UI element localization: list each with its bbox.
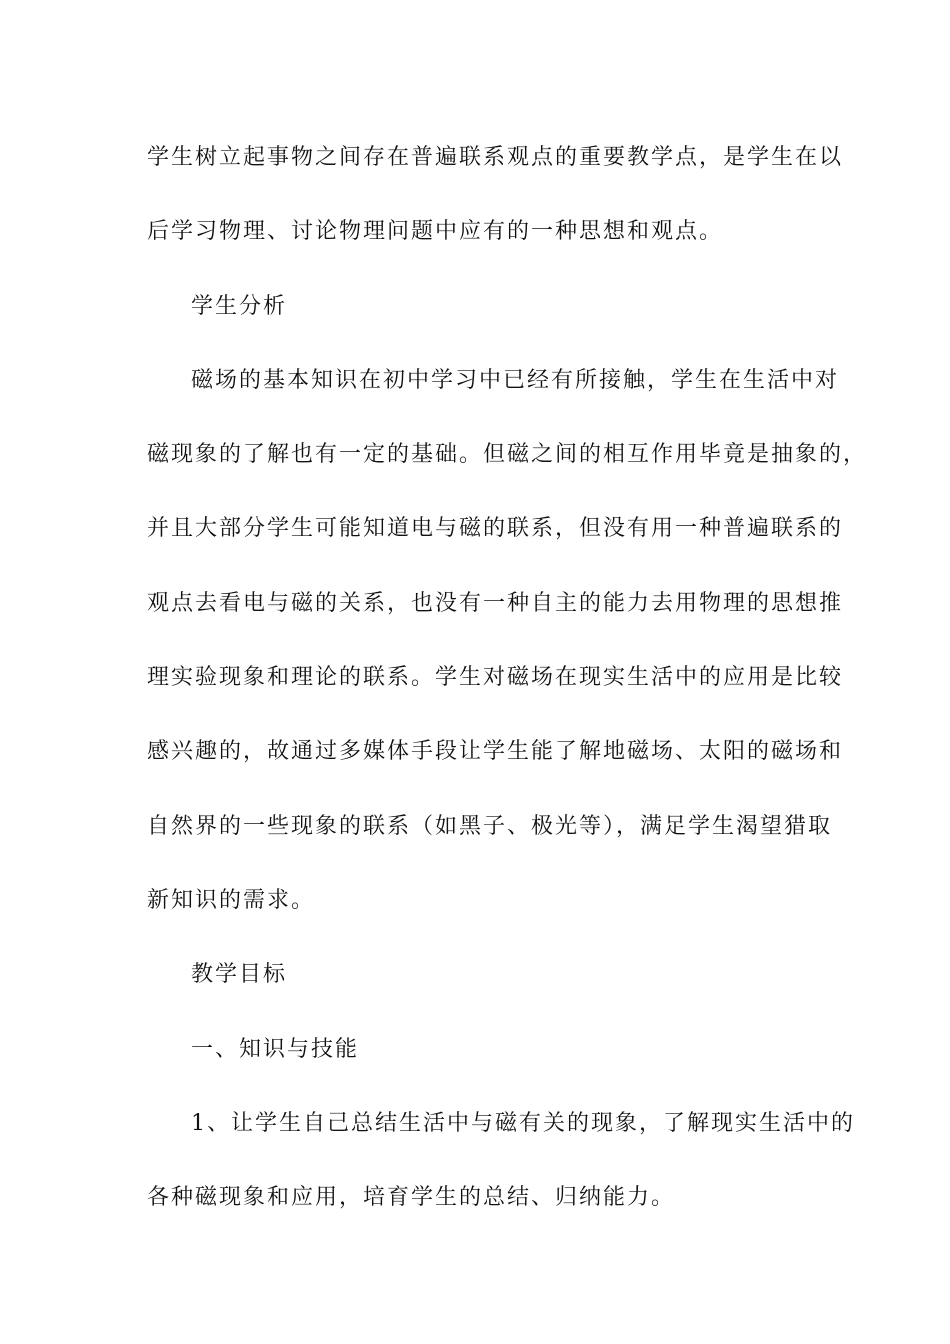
paragraph-first-line: 磁场的基本知识在初中学习中已经有所接触，学生在生活中对 [191, 367, 840, 393]
list-item-first-line: 1、让学生自己总结生活中与磁有关的现象，了解现实生活中的 [191, 1110, 855, 1136]
subsection-heading-knowledge-skills: 一、知识与技能 [191, 1036, 360, 1062]
text-line: 自然界的一些现象的联系（如黑子、极光等），满足学生渴望猎取 [147, 813, 833, 839]
section-heading-teaching-goals: 教学目标 [191, 962, 288, 988]
text-line: 各种磁现象和应用，培育学生的总结、归纳能力。 [147, 1185, 676, 1211]
text-line: 理实验现象和理论的联系。学生对磁场在现实生活中的应用是比较 [147, 665, 844, 691]
text-line: 观点去看电与磁的关系，也没有一种自主的能力去用物理的思想推 [147, 590, 844, 616]
document-body [147, 131, 868, 1245]
text-line: 并且大部分学生可能知道电与磁的联系，但没有用一种普遍联系的 [147, 516, 844, 542]
text-line: 新知识的需求。 [147, 887, 316, 913]
text-line: 后学习物理、讨论物理问题中应有的一种思想和观点。 [147, 219, 724, 245]
text-line: 学生树立起事物之间存在普遍联系观点的重要教学点，是学生在以 [147, 145, 844, 170]
text-line: 感兴趣的，故通过多媒体手段让学生能了解地磁场、太阳的磁场和 [147, 739, 844, 765]
section-heading-student-analysis: 学生分析 [191, 293, 288, 319]
text-line: 磁现象的了解也有一定的基础。但磁之间的相互作用毕竟是抽象的， [147, 442, 868, 468]
